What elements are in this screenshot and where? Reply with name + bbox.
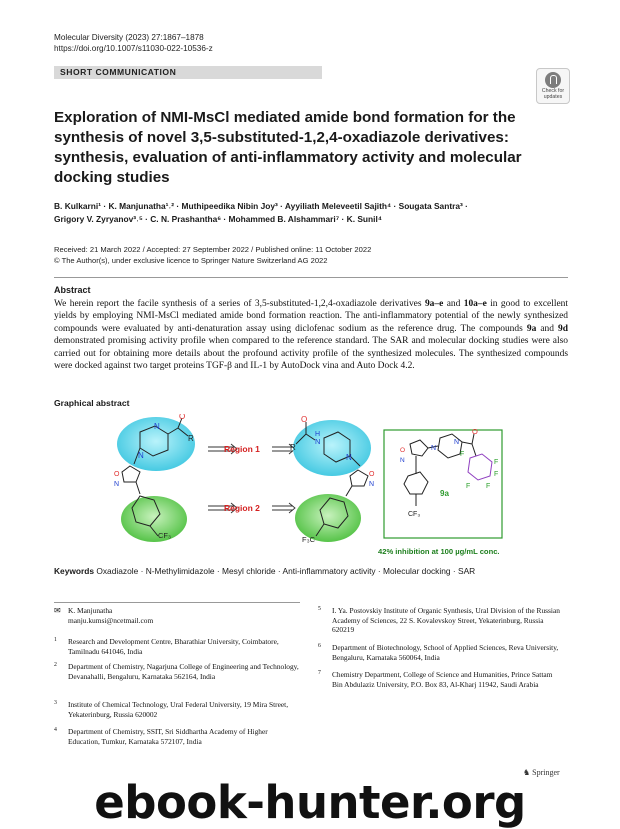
atom-n: N xyxy=(369,481,375,488)
affiliation xyxy=(318,643,568,665)
affiliation xyxy=(54,662,304,694)
atom-n: N xyxy=(431,445,437,452)
affiliation-number: 7 xyxy=(318,670,321,676)
affiliation-number: 3 xyxy=(54,700,57,706)
badge-line2: updates xyxy=(543,93,563,100)
atom-n: N xyxy=(346,453,352,462)
affiliation-number: 4 xyxy=(54,727,57,733)
region1-highlight-right xyxy=(293,420,371,476)
envelope-icon: ✉ xyxy=(54,606,61,615)
atom-r: R xyxy=(290,443,296,452)
affiliation-text: Chemistry Department, College of Science and Humanities, Prince Sattam Bin Abdulaziz University, P.O. Box 83, Al-Kharj 11942, Saudi Arabia xyxy=(332,670,553,689)
region2-label: Region 2 xyxy=(224,503,260,513)
affiliation-number: 6 xyxy=(318,643,321,649)
footnote-divider xyxy=(54,602,300,603)
compound-label: 9a xyxy=(440,489,449,498)
atom-n: N xyxy=(315,437,321,446)
affiliation-text: Research and Development Centre, Bharathiar University, Coimbatore, Tamilnadu 641046, India xyxy=(68,637,279,656)
copyright-line: © The Author(s), under exclusive licence to Springer Nature Switzerland AG 2022 xyxy=(54,255,328,265)
author-line-2: Grigory V. Zyryanov³˒⁵ · C. N. Prashantha⁶ · Mohammed B. Alshammari⁷ · K. Sunil⁴ xyxy=(54,213,382,224)
compound-id: 9a–e xyxy=(424,299,444,309)
graphical-abstract-figure xyxy=(110,414,530,560)
check-for-updates-icon xyxy=(545,72,561,88)
atom-n: N xyxy=(454,439,460,446)
region1-label: Region 1 xyxy=(224,444,260,454)
atom-o: O xyxy=(472,427,478,436)
divider xyxy=(54,277,568,278)
springer-horse-icon: ♞ xyxy=(523,768,531,777)
check-for-updates-badge[interactable] xyxy=(536,68,570,104)
affiliation xyxy=(54,637,304,659)
compound-id: 10a–e xyxy=(463,299,487,309)
atom-n: N xyxy=(138,451,144,460)
compound-id: 9d xyxy=(558,323,568,334)
inhibition-text: 42% inhibition at 100 µg/mL conc. xyxy=(378,547,500,556)
graphical-abstract-heading: Graphical abstract xyxy=(54,398,130,408)
atom-n: N xyxy=(114,481,120,488)
atom-n: N xyxy=(400,457,405,464)
keywords-heading: Keywords xyxy=(54,566,95,576)
affiliation xyxy=(318,670,568,702)
corresponding-author: K. Manjunatha xyxy=(68,606,113,615)
doi-link[interactable]: https://doi.org/10.1007/s11030-022-10536-z xyxy=(54,44,213,53)
atom-n: N xyxy=(154,422,160,431)
f3c-label: F₃C xyxy=(302,535,316,544)
atom-f: F xyxy=(460,451,465,458)
atom-o: O xyxy=(179,414,186,421)
article-dates xyxy=(54,245,574,266)
badge-line1: Check for xyxy=(541,88,565,94)
atom-h: H xyxy=(315,431,321,438)
cf3-label: CF₃ xyxy=(408,511,421,518)
abstract-heading: Abstract xyxy=(54,285,91,295)
affiliation-text: Department of Chemistry, SSIT, Sri Siddhartha Academy of Higher Education, Tumkur, Karnataka 572107, India xyxy=(68,727,268,746)
atom-f: F xyxy=(494,471,499,478)
affiliation-number: 2 xyxy=(54,662,57,668)
journal-citation: Molecular Diversity (2023) 27:1867–1878 xyxy=(54,33,204,42)
atom-o: O xyxy=(400,447,406,454)
correspondence xyxy=(54,606,304,628)
atom-o: O xyxy=(114,471,120,478)
watermark: ebook-hunter.org xyxy=(94,776,526,829)
affiliation xyxy=(54,700,304,722)
corresponding-email[interactable]: manju.kumsi@ncetmail.com xyxy=(68,615,154,625)
affiliation-text: Department of Biotechnology, School of Applied Sciences, Reva University, Bengaluru, Karnataka 560064, India xyxy=(332,643,559,662)
author-line-1: B. Kulkarni¹ · K. Manjunatha¹˒² · Muthipeedika Nibin Joy³ · Ayyiliath Meleveetil Sajith⁴ · Sougata Santra³ · xyxy=(54,201,468,211)
affiliation xyxy=(54,727,304,749)
section-banner: SHORT COMMUNICATION xyxy=(54,66,322,79)
atom-r: R xyxy=(188,434,194,443)
cf3-label: CF₃ xyxy=(158,531,172,540)
affiliation-number: 5 xyxy=(318,606,321,612)
publisher-name: Springer xyxy=(532,768,560,777)
keywords-list: Oxadiazole · N-Methylimidazole · Mesyl chloride · Anti-inflammatory activity · Molecular docking · SAR xyxy=(96,566,476,576)
affiliation xyxy=(318,606,568,638)
article-title: Exploration of NMI-MsCl mediated amide bond formation for the synthesis of novel 3,5-substituted-1,2,4-oxadiazole derivatives: synthesis, evaluation of anti-inflammatory activity and molecular docking studies xyxy=(54,109,522,186)
atom-o: O xyxy=(301,415,308,424)
atom-f: F xyxy=(494,459,499,466)
author-list xyxy=(54,200,574,225)
affiliation-number: 1 xyxy=(54,637,57,643)
region2-highlight-left xyxy=(121,496,187,542)
atom-f: F xyxy=(466,483,471,490)
affiliation-text: I. Ya. Postovskiy Institute of Organic Synthesis, Ural Division of the Russian Academy of Sciences, 22 S. Kovalevskoy Street, Yekaterinburg, Russia 620219 xyxy=(332,606,560,635)
atom-o: O xyxy=(369,471,375,478)
affiliation-text: Institute of Chemical Technology, Ural Federal University, 19 Mira Street, Yekaterinburg, Russia 620002 xyxy=(68,700,289,719)
dates-line: Received: 21 March 2022 / Accepted: 27 September 2022 / Published online: 11 October 2022 xyxy=(54,245,372,254)
abstract-text: We herein report the facile synthesis of a series of 3,5-substituted-1,2,4-oxadiazole derivatives 9a–e and 10a–e in good to excellent yields by employing NMI-MsCl mediated amide bond formation reaction. The anti-inflammatory potential of the newly synthesized compounds were evaluated by anti-denaturation assay using diclofenac sodium as the reference drug. The compounds 9a and 9d demonstrated promising activity profile when compared to the reference standard. The SAR and molecular docking studies were also carried out for obtaining more details about the profound activity profile of the synthesized molecules. The synthesized compounds were docked against two target proteins TGF-β and IL-1 by AutoDock vina and Auto Dock 4.2. xyxy=(54,299,568,372)
affiliation-text: Department of Chemistry, Nagarjuna College of Engineering and Technology, Devanahalli, Bengaluru, Karnataka 562164, India xyxy=(68,662,299,681)
keywords xyxy=(54,566,574,577)
atom-f: F xyxy=(486,483,491,490)
compound-id: 9a xyxy=(526,323,537,334)
